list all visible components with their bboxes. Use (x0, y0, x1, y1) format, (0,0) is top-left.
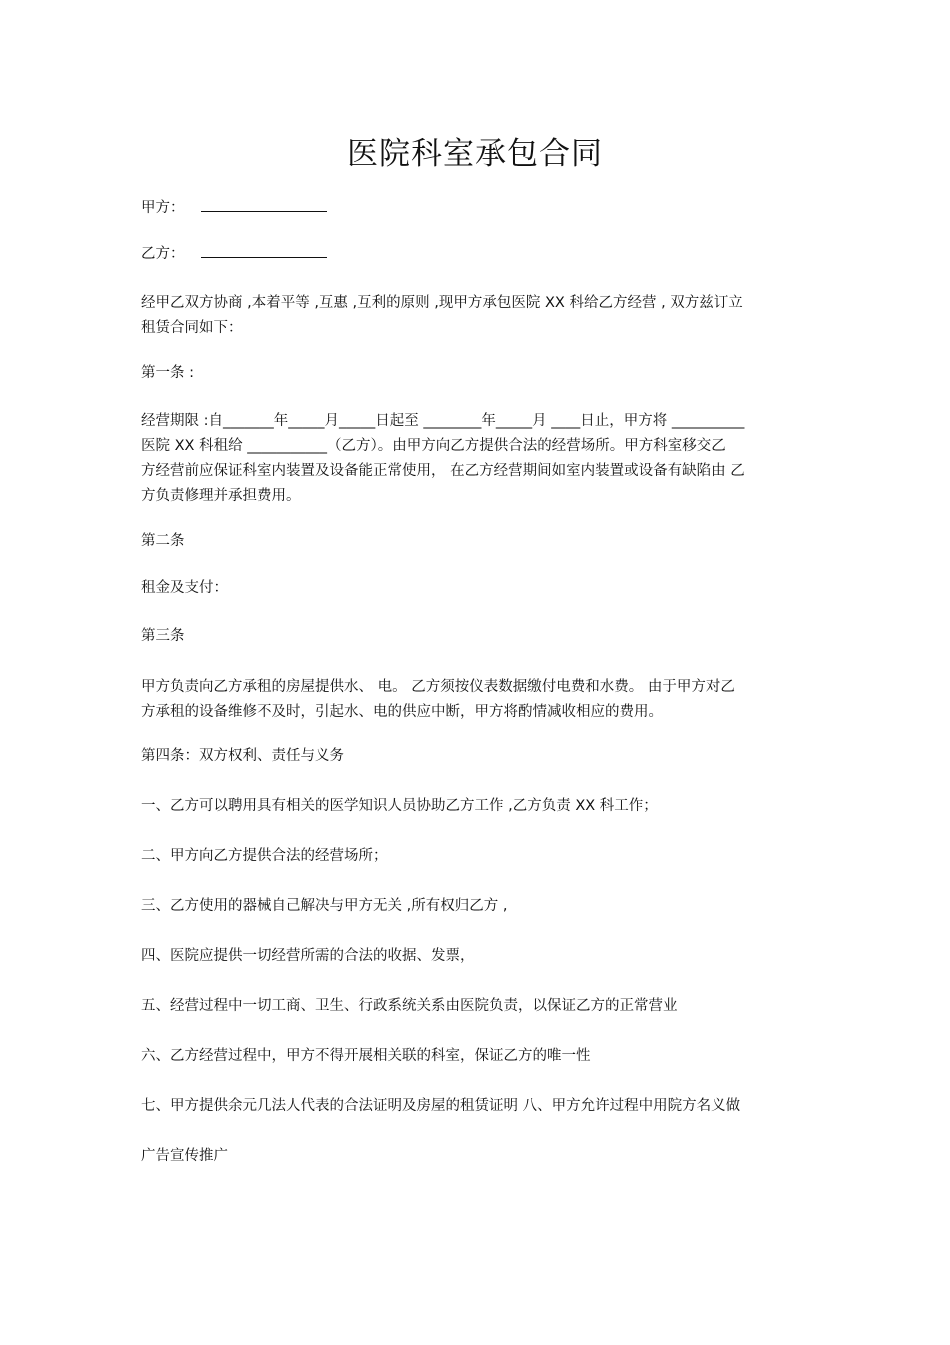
article-4-item-6: 六、乙方经营过程中，甲方不得开展相关联的科室，保证乙方的唯一性 (141, 1048, 591, 1064)
party-b-blank (201, 242, 327, 258)
article-4-heading: 第四条：双方权利、责任与义务 (141, 748, 344, 764)
article-3-line-2: 方承租的设备维修不及时，引起水、电的供应中断，甲方将酌情减收相应的费用。 (141, 704, 663, 720)
article-4-item-7: 七、甲方提供余元几法人代表的合法证明及房屋的租赁证明 八、甲方允许过程中用院方名义做 (141, 1098, 741, 1114)
intro-line-2: 租赁合同如下： (141, 320, 243, 336)
party-b-line (141, 242, 821, 266)
article-1-heading: 第一条 : (141, 365, 194, 381)
article-4-item-5: 五、经营过程中一切工商、卫生、行政系统关系由医院负责，以保证乙方的正常营业 (141, 998, 678, 1014)
article-2-heading: 第二条 (141, 533, 185, 549)
article-4-item-4: 四、医院应提供一切经营所需的合法的收据、发票， (141, 948, 475, 964)
party-a-label: 甲方： (141, 200, 185, 216)
intro-line-1: 经甲乙双方协商 ,本着平等 ,互惠 ,互利的原则 ,现甲方承包医院 XX 科给乙方经营 , 双方兹订立 (141, 295, 743, 311)
article-4-item-1: 一、乙方可以聘用具有相关的医学知识人员协助乙方工作 ,乙方负责 XX 科工作； (141, 798, 658, 814)
article-4-item-3: 三、乙方使用的器械自己解决与甲方无关 ,所有权归乙方 , (141, 898, 508, 914)
article-1-line-1: 经营期限 :自_______年_____月_____日起至 ________年_____月 ____日止，甲方将 __________ (141, 413, 745, 429)
article-1-line-4: 方负责修理并承担费用。 (141, 488, 301, 504)
article-1-line-3: 方经营前应保证科室内装置及设备能正常使用， 在乙方经营期间如室内装置或设备有缺陷由 乙 (141, 463, 745, 479)
party-a-blank (201, 196, 327, 212)
article-3-line-1: 甲方负责向乙方承租的房屋提供水、 电。 乙方须按仪表数据缴付电费和水费。 由于甲方对乙 (141, 679, 735, 695)
article-4-item-8: 广告宣传推广 (141, 1148, 228, 1164)
party-a-line (141, 196, 821, 220)
article-4-item-2: 二、甲方向乙方提供合法的经营场所； (141, 848, 388, 864)
article-1-line-2: 医院 XX 科租给 ___________（乙方）。由甲方向乙方提供合法的经营场所。甲方科室移交乙 (141, 438, 726, 454)
article-2-body: 租金及支付： (141, 580, 228, 596)
article-3-heading: 第三条 (141, 628, 185, 644)
document-title: 医院科室承包合同 (347, 136, 603, 172)
party-b-label: 乙方： (141, 246, 185, 262)
